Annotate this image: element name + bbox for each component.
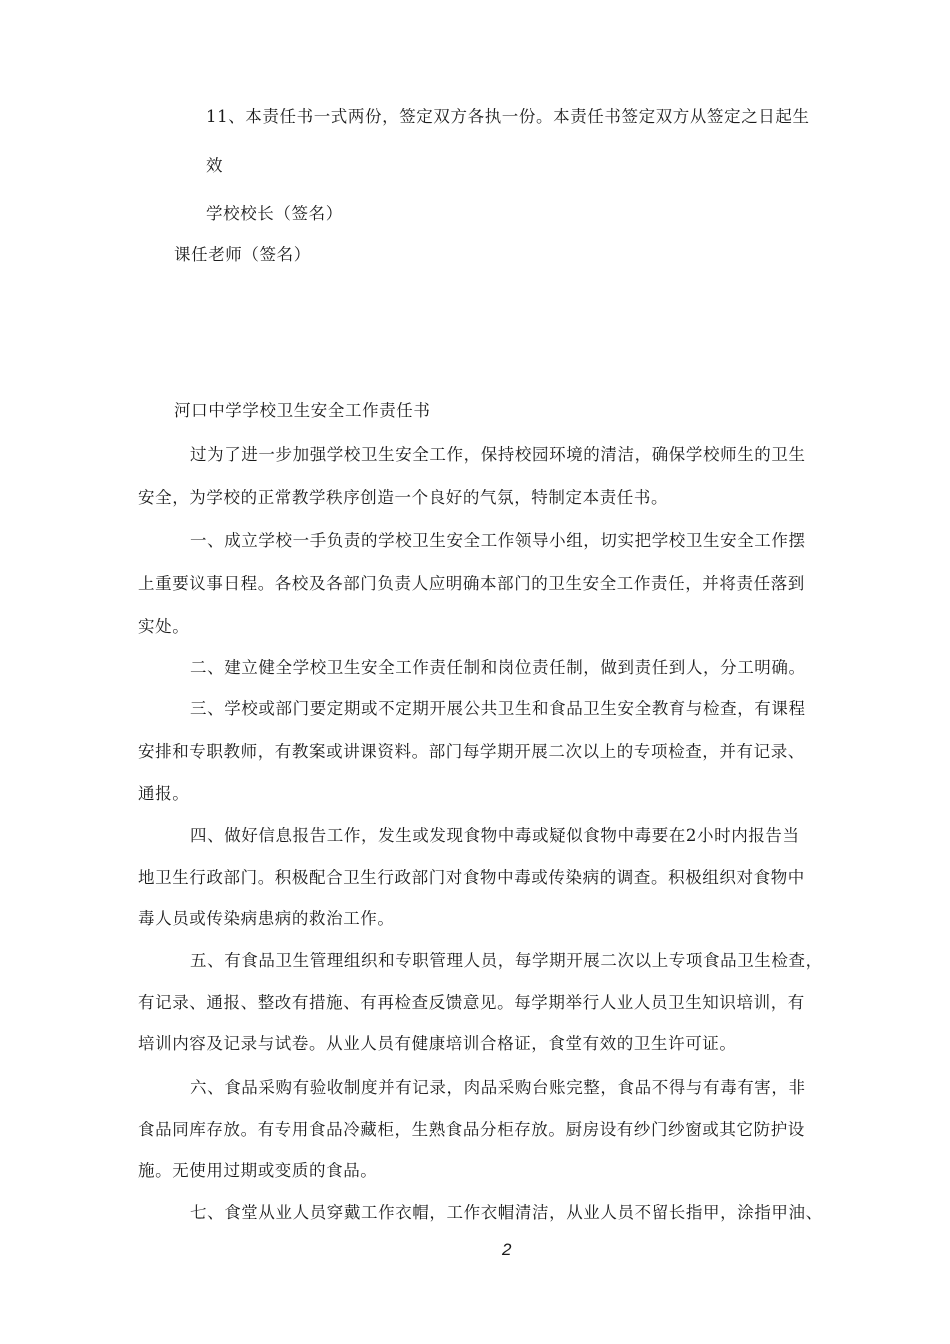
paragraph-line: 三、学校或部门要定期或不定期开展公共卫生和食品卫生安全教育与检查，有课程 (190, 699, 806, 718)
paragraph-line: 四、做好信息报告工作，发生或发现食物中毒或疑似食物中毒要在2小时内报告当 (190, 826, 800, 845)
paragraph-line: 七、食堂从业人员穿戴工作衣帽，工作衣帽清洁，从业人员不留长指甲，涂指甲油、 (190, 1203, 823, 1222)
paragraph-line: 上重要议事日程。各校及各部门负责人应明确本部门的卫生安全工作责任，并将责任落到 (138, 574, 805, 593)
clause-11-line2: 效 (206, 156, 224, 175)
clause-11-line1: 11、本责任书一式两份，签定双方各执一份。本责任书签定双方从签定之日起生 (206, 107, 810, 126)
paragraph-line: 二、建立健全学校卫生安全工作责任制和岗位责任制，做到责任到人，分工明确。 (190, 658, 806, 677)
paragraph-line: 六、食品采购有验收制度并有记录，肉品采购台账完整，食品不得与有毒有害，非 (190, 1078, 806, 1097)
paragraph-line: 毒人员或传染病患病的救治工作。 (138, 909, 395, 928)
paragraph-line: 培训内容及记录与试卷。从业人员有健康培训合格证，食堂有效的卫生许可证。 (138, 1034, 737, 1053)
paragraph-line: 过为了进一步加强学校卫生安全工作，保持校园环境的清洁，确保学校师生的卫生 (190, 445, 806, 464)
paragraph-line: 一、成立学校一手负责的学校卫生安全工作领导小组，切实把学校卫生安全工作摆 (190, 531, 806, 550)
paragraph-line: 通报。 (138, 784, 190, 803)
paragraph-line: 食品同库存放。有专用食品冷藏柜，生熟食品分柜存放。厨房设有纱门纱窗或其它防护设 (138, 1120, 805, 1139)
paragraph-line: 安排和专职教师，有教案或讲课资料。部门每学期开展二次以上的专项检查，并有记录、 (138, 742, 805, 761)
principal-signature-label: 学校校长（签名） (206, 204, 343, 223)
teacher-signature-label: 课任老师（签名） (174, 245, 311, 264)
paragraph-line: 实处。 (138, 617, 190, 636)
document-title: 河口中学学校卫生安全工作责任书 (174, 401, 431, 420)
page-number: 2 (502, 1240, 512, 1259)
paragraph-line: 有记录、通报、整改有措施、有再检查反馈意见。每学期举行人业人员卫生知识培训，有 (138, 993, 805, 1012)
paragraph-line: 地卫生行政部门。积极配合卫生行政部门对食物中毒或传染病的调查。积极组织对食物中 (138, 868, 805, 887)
paragraph-line: 安全，为学校的正常教学秩序创造一个良好的气氛，特制定本责任书。 (138, 488, 669, 507)
paragraph-line: 五、有食品卫生管理组织和专职管理人员，每学期开展二次以上专项食品卫生检查， (190, 951, 823, 970)
paragraph-line: 施。无使用过期或变质的食品。 (138, 1161, 378, 1180)
